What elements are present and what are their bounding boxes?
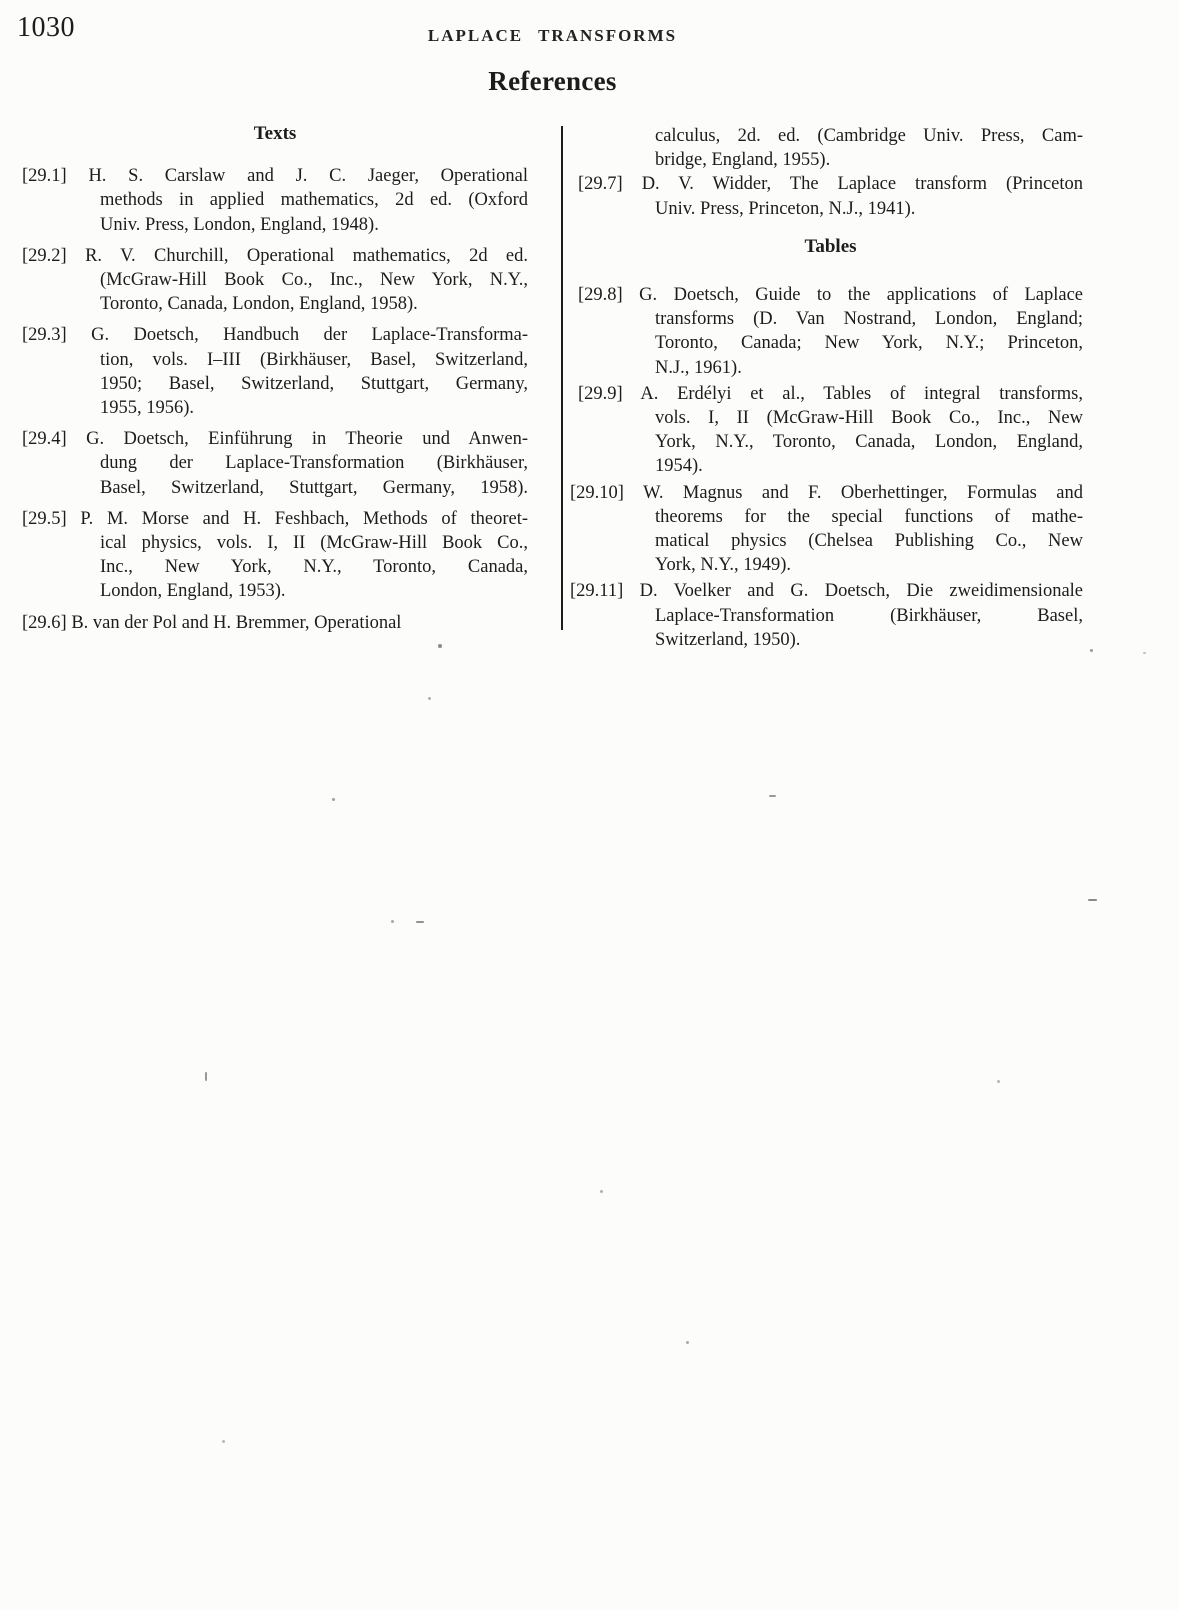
reference-label: [29.1]: [22, 166, 67, 187]
reference-label: [29.6]: [22, 612, 67, 633]
reference-text: G. Doetsch, Einführung in Theorie und Anwen-: [86, 429, 528, 450]
reference-line: vols. I, II (McGraw-Hill Book Co., Inc., New: [655, 408, 1083, 429]
reference-label: [29.11]: [570, 581, 624, 602]
reference-line: calculus, 2d. ed. (Cambridge Univ. Press, Cam-: [655, 126, 1083, 146]
reference-entry-29-8: [578, 283, 1084, 380]
reference-line: [570, 481, 1083, 505]
reference-text: A. Erdélyi et al., Tables of integral transforms,: [640, 383, 1083, 404]
reference-label: [29.3]: [22, 325, 67, 346]
reference-text: H. S. Carslaw and J. C. Jaeger, Operational: [88, 166, 528, 187]
reference-line: transforms (D. Van Nostrand, London, England;: [655, 309, 1083, 330]
scan-speck: [686, 1341, 689, 1344]
reference-text: R. V. Churchill, Operational mathematics, 2d ed.: [85, 245, 529, 266]
reference-line: [578, 172, 1083, 196]
reference-line: dung der Laplace-Transformation (Birkhäuser,: [100, 453, 528, 474]
reference-line: N.J., 1961).: [655, 357, 742, 378]
reference-entry-29-6-continuation: [655, 124, 1083, 172]
scan-speck: [428, 697, 431, 700]
reference-line: methods in applied mathematics, 2d ed. (Oxford: [100, 190, 528, 211]
reference-text: D. Voelker and G. Doetsch, Die zweidimensionale: [639, 581, 1084, 602]
reference-line: Univ. Press, Princeton, N.J., 1941).: [655, 198, 916, 219]
reference-entry-29-11: [570, 579, 1084, 652]
reference-line: [22, 427, 528, 451]
reference-label: [29.2]: [22, 245, 67, 266]
scan-speck: [332, 798, 335, 801]
reference-line: 1955, 1956).: [100, 398, 195, 419]
scan-speck: [769, 795, 776, 797]
reference-line: Toronto, Canada, London, England, 1958).: [100, 294, 418, 315]
scan-speck: [438, 644, 442, 648]
reference-line: Univ. Press, London, England, 1948).: [100, 214, 379, 235]
reference-line: ical physics, vols. I, II (McGraw-Hill Book Co.,: [100, 533, 528, 554]
reference-line: [22, 323, 528, 347]
reference-line: tion, vols. I–III (Birkhäuser, Basel, Switzerland,: [100, 349, 528, 370]
reference-line: 1950; Basel, Switzerland, Stuttgart, Germany,: [100, 373, 528, 394]
reference-line: [22, 611, 528, 635]
running-head: LAPLACE TRANSFORMS: [427, 26, 678, 45]
reference-line: York, N.Y., Toronto, Canada, London, England,: [655, 432, 1083, 453]
reference-label: [29.7]: [578, 174, 623, 195]
reference-entry-29-1: [22, 164, 528, 237]
reference-line: (McGraw-Hill Book Co., Inc., New York, N.Y.,: [100, 270, 528, 291]
reference-line: [570, 579, 1083, 603]
reference-line: Switzerland, 1950).: [655, 629, 801, 650]
reference-text: D. V. Widder, The Laplace transform (Princeton: [641, 174, 1084, 195]
reference-line: 1954).: [655, 456, 703, 477]
reference-text: G. Doetsch, Handbuch der Laplace-Transforma-: [91, 325, 529, 346]
reference-columns: [22, 118, 1083, 652]
reference-entry-29-3: [22, 323, 529, 420]
reference-text: W. Magnus and F. Oberhettinger, Formulas and: [643, 482, 1083, 503]
scan-speck: [1090, 649, 1093, 652]
reference-line: Laplace-Transformation (Birkhäuser, Basel,: [655, 605, 1083, 626]
reference-line: bridge, England, 1955).: [655, 150, 831, 171]
reference-line: [22, 164, 528, 188]
scan-speck: [997, 1080, 1000, 1083]
reference-label: [29.8]: [578, 285, 623, 306]
right-column: [570, 118, 1084, 652]
scan-speck: [205, 1072, 207, 1081]
reference-entry-29-9: [578, 382, 1083, 479]
reference-label: [29.10]: [570, 482, 624, 503]
reference-line: theorems for the special functions of mathe-: [655, 506, 1083, 527]
reference-line: [578, 283, 1083, 307]
reference-line: [22, 244, 528, 268]
reference-label: [29.4]: [22, 429, 67, 450]
reference-entry-29-5: [22, 507, 529, 604]
reference-entry-29-10: [570, 481, 1083, 578]
reference-line: London, England, 1953).: [100, 581, 286, 602]
reference-text: P. M. Morse and H. Feshbach, Methods of theoret-: [80, 508, 529, 529]
reference-line: Toronto, Canada; New York, N.Y.; Princeton,: [655, 333, 1083, 354]
reference-line: [22, 507, 528, 531]
reference-label: [29.9]: [578, 383, 623, 404]
section-heading-texts: Texts: [253, 123, 297, 144]
reference-line: York, N.Y., 1949).: [655, 555, 792, 576]
scan-speck: [222, 1440, 225, 1443]
reference-line: Basel, Switzerland, Stuttgart, Germany, 1958).: [100, 477, 528, 498]
reference-label: [29.5]: [22, 508, 67, 529]
reference-entry-29-2: [22, 244, 529, 317]
reference-entry-29-7: [578, 172, 1084, 220]
scan-speck: [391, 920, 394, 923]
section-heading-tables: Tables: [804, 235, 857, 257]
scan-speck: [1143, 652, 1146, 654]
reference-text: G. Doetsch, Guide to the applications of Laplace: [639, 285, 1084, 306]
reference-line: Inc., New York, N.Y., Toronto, Canada,: [100, 557, 528, 578]
scan-speck: [1088, 899, 1097, 901]
page-title: References: [488, 66, 617, 96]
left-column: [22, 118, 528, 635]
page-number: 1030: [17, 12, 75, 43]
reference-entry-29-6: [22, 611, 528, 635]
reference-line: matical physics (Chelsea Publishing Co., New: [655, 531, 1083, 552]
reference-entry-29-4: [22, 427, 528, 500]
page-content: [22, 0, 1083, 110]
scan-speck: [416, 921, 424, 923]
scan-speck: [600, 1190, 603, 1193]
reference-text: B. van der Pol and H. Bremmer, Operational: [71, 612, 402, 633]
reference-line: [578, 382, 1083, 406]
